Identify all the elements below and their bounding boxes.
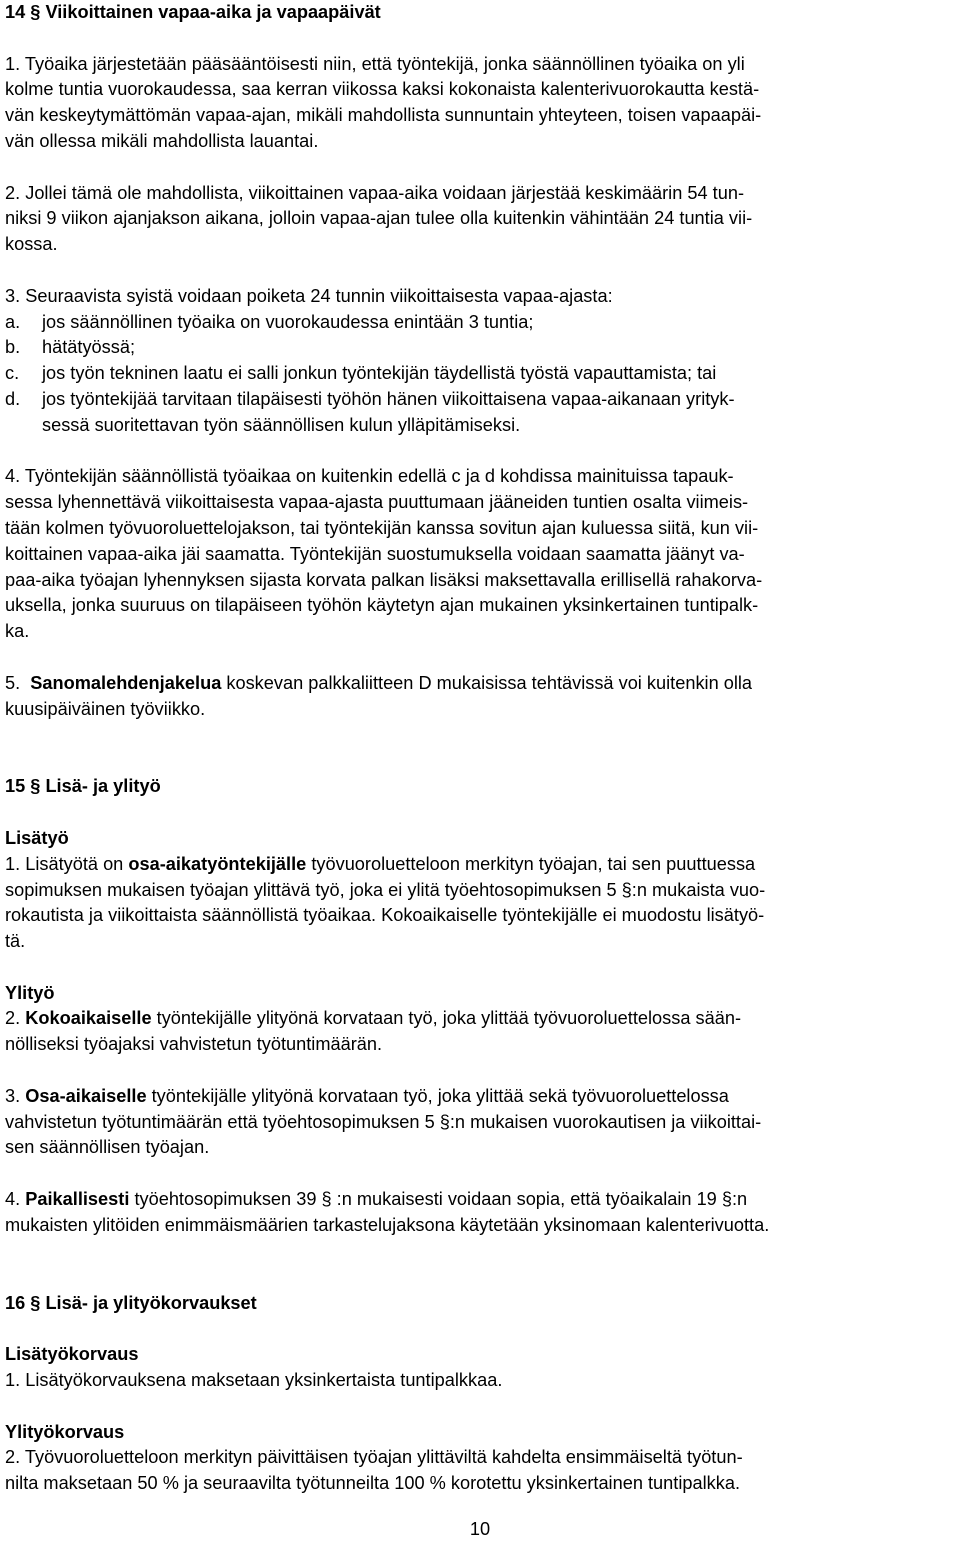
list-item-label: a. bbox=[5, 311, 21, 332]
text-line: rokautista ja viikoittaista säännöllistä työaikaa. Kokoaikaiselle työntekijälle ei muodostu lisätyö- bbox=[5, 905, 765, 926]
text-line: 2. Jollei tämä ole mahdollista, viikoittainen vapaa-aika voidaan järjestää keskimäärin 54 tun- bbox=[5, 182, 745, 203]
text-run: työntekijälle ylityönä korvataan työ, joka ylittää työvuoroluettelossa sään- bbox=[151, 1008, 741, 1029]
text-line: vahvistetun työtuntimäärän että työehtosopimuksen 5 §:n mukaisen vuorokautisen ja viikoittai- bbox=[5, 1111, 762, 1132]
text-line: 2. Työvuoroluetteloon merkityn päivittäisen työajan ylittäviltä kahdelta ensimmäiseltä työtun- bbox=[5, 1447, 743, 1468]
text-line: 4. Työntekijän säännöllistä työaikaa on kuitenkin edellä c ja d kohdissa mainituissa tapauk- bbox=[5, 466, 734, 487]
text-line bbox=[5, 1084, 957, 1110]
list-item-label: c. bbox=[5, 363, 20, 384]
list-item-text: sessä suoritettavan työn säännöllisen kulun ylläpitämiseksi. bbox=[42, 414, 521, 435]
paragraph-number: 5. bbox=[5, 672, 21, 693]
text-line bbox=[5, 1187, 957, 1213]
text-line: 3. Seuraavista syistä voidaan poiketa 24 tunnin viikoittaisesta vapaa-ajasta: bbox=[5, 285, 613, 306]
s14-paragraph-3 bbox=[5, 284, 957, 439]
text-run: työvuoroluetteloon merkityn työajan, tai sen puuttuessa bbox=[306, 853, 756, 874]
list-item bbox=[5, 310, 957, 336]
text-line bbox=[5, 671, 957, 697]
subheading-lisatyo: Lisätyö bbox=[5, 827, 69, 848]
text-line bbox=[5, 1006, 957, 1032]
s15-paragraph-1 bbox=[5, 852, 957, 955]
subheading-ylityo: Ylityö bbox=[5, 982, 55, 1003]
text-line: niksi 9 viikon ajanjakson aikana, jolloin vapaa-ajan tulee olla kuitenkin vähintään 24 tuntia vii- bbox=[5, 208, 753, 229]
text-run: työehtosopimuksen 39 § :n mukaisesti voidaan sopia, että työaikalain 19 §:n bbox=[129, 1189, 748, 1210]
text-line: koittainen vapaa-aika jäi saamatta. Työntekijän suostumuksella voidaan saamatta jäänyt va- bbox=[5, 543, 745, 564]
list-item-label: d. bbox=[5, 388, 21, 409]
text-line: tään kolmen työvuoroluettelojakson, tai työntekijän kanssa sovitun ajan kuluessa siitä, kun vii- bbox=[5, 517, 759, 538]
page-number: 10 bbox=[469, 1519, 491, 1539]
list-item bbox=[5, 335, 957, 361]
list-item-text: jos säännöllinen työaika on vuorokaudessa enintään 3 tuntia; bbox=[42, 311, 534, 332]
text-run: 4. bbox=[5, 1189, 26, 1210]
s14-paragraph-2 bbox=[5, 181, 957, 258]
text-line: tä. bbox=[5, 931, 26, 952]
text-line: ka. bbox=[5, 621, 30, 642]
text-line: nilta maksetaan 50 % ja seuraavilta työtunneilta 100 % korotettu yksinkertainen tuntipalkka. bbox=[5, 1473, 740, 1494]
list-item-label: b. bbox=[5, 337, 21, 358]
text-line bbox=[5, 852, 957, 878]
emphasis: Osa-aikaiselle bbox=[25, 1085, 147, 1106]
text-line: paa-aika työajan lyhennyksen sijasta korvata palkan lisäksi maksettavalla erillisellä rahakorva- bbox=[5, 569, 763, 590]
emphasis: Sanomalehdenjakelua bbox=[30, 672, 222, 693]
text-line: mukaisten ylitöiden enimmäismäärien tarkastelujaksona käytetään yksinomaan kalenterivuotta. bbox=[5, 1214, 770, 1235]
text-line: kuusipäiväinen työviikko. bbox=[5, 698, 206, 719]
subheading-lisatyokorvaus: Lisätyökorvaus bbox=[5, 1344, 139, 1365]
text-line: kossa. bbox=[5, 234, 58, 255]
list-item bbox=[5, 361, 957, 387]
emphasis: osa-aikatyöntekijälle bbox=[128, 853, 307, 874]
text-run: koskevan palkkaliitteen D mukaisissa tehtävissä voi kuitenkin olla bbox=[221, 672, 753, 693]
text-line: sopimuksen mukaisen työajan ylittävä työ, joka ei ylitä työehtosopimuksen 5 §:n mukaista vuo- bbox=[5, 879, 766, 900]
list-item-text: jos työntekijää tarvitaan tilapäisesti työhön hänen viikoittaisena vapaa-aikanaan yrityk- bbox=[42, 388, 735, 409]
text-run: 2. bbox=[5, 1008, 26, 1029]
s14-paragraph-5 bbox=[5, 671, 957, 723]
document-page bbox=[5, 0, 957, 1497]
s15-paragraph-3 bbox=[5, 1084, 957, 1161]
emphasis: Kokoaikaiselle bbox=[25, 1008, 152, 1029]
s14-paragraph-4 bbox=[5, 464, 957, 645]
text-run: työntekijälle ylityönä korvataan työ, joka ylittää sekä työvuoroluettelossa bbox=[146, 1085, 729, 1106]
list-item-text: hätätyössä; bbox=[42, 337, 136, 358]
text-line: uksella, jonka suuruus on tilapäiseen työhön käytetyn ajan mukainen yksinkertainen tuntipalk- bbox=[5, 595, 759, 616]
text-run: 1. Lisätyötä on bbox=[5, 853, 129, 874]
text-line: kolme tuntia vuorokaudessa, saa kerran viikossa kaksi kokonaista kalenterivuorokautta kestä- bbox=[5, 79, 760, 100]
s16-paragraph-1: 1. Lisätyökorvauksena maksetaan yksinkertaista tuntipalkkaa. bbox=[5, 1370, 503, 1391]
emphasis: Paikallisesti bbox=[25, 1189, 130, 1210]
s14-paragraph-1 bbox=[5, 52, 957, 155]
section-14-title: 14 § Viikoittainen vapaa-aika ja vapaapäivät bbox=[5, 2, 381, 22]
list-item bbox=[5, 387, 957, 439]
s15-paragraph-2 bbox=[5, 1006, 957, 1058]
text-run: 3. bbox=[5, 1085, 26, 1106]
text-line: sessa lyhennettävä viikoittaisesta vapaa-ajasta puuttumaan jääneiden tuntien osalta viimeis- bbox=[5, 492, 749, 513]
list-item-text: jos työn tekninen laatu ei salli jonkun työntekijän täydellistä työstä vapauttamista; tai bbox=[42, 363, 717, 384]
text-line: nölliseksi työajaksi vahvistetun työtuntimäärän. bbox=[5, 1034, 383, 1055]
text-line: vän ollessa mikäli mahdollista lauantai. bbox=[5, 130, 319, 151]
text-line: vän keskeytymättömän vapaa-ajan, mikäli mahdollista sunnuntain yhteyteen, toisen vapaapäi- bbox=[5, 105, 762, 126]
section-16-title: 16 § Lisä- ja ylityökorvaukset bbox=[5, 1292, 257, 1313]
text-line: sen säännöllisen työajan. bbox=[5, 1137, 210, 1158]
text-line: 1. Työaika järjestetään pääsääntöisesti niin, että työntekijä, jonka säännöllinen työaika on yli bbox=[5, 53, 745, 74]
section-15-title: 15 § Lisä- ja ylityö bbox=[5, 776, 161, 797]
exception-list bbox=[5, 310, 957, 439]
s16-paragraph-2 bbox=[5, 1445, 957, 1497]
subheading-ylityokorvaus: Ylityökorvaus bbox=[5, 1421, 125, 1442]
s15-paragraph-4 bbox=[5, 1187, 957, 1239]
